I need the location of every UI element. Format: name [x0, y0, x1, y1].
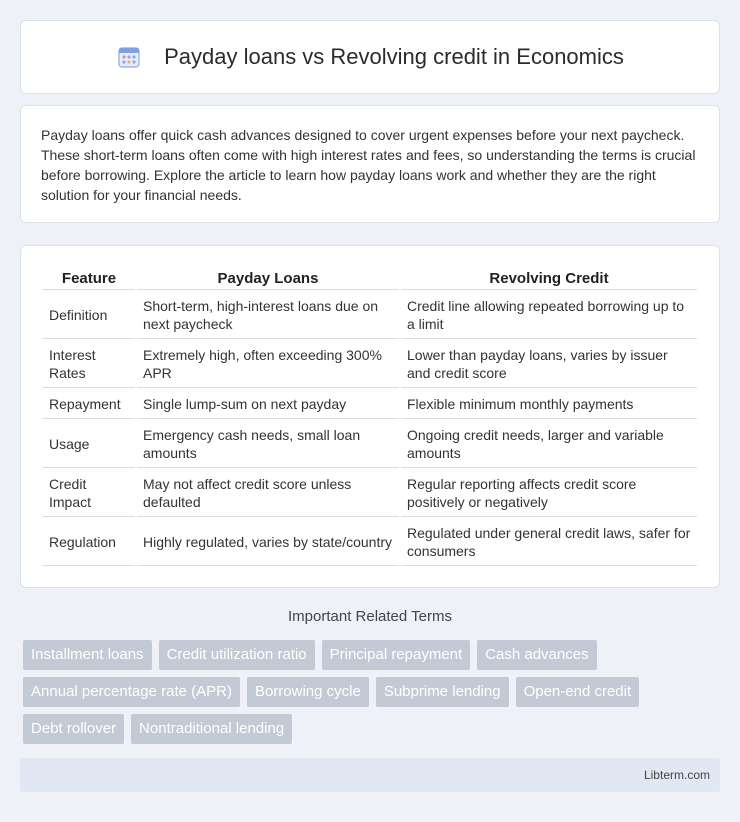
column-header-revolving-credit: Revolving Credit [401, 266, 697, 290]
revolving-cell: Regular reporting affects credit score positively or negatively [401, 470, 697, 517]
payday-cell: Highly regulated, varies by state/country [137, 519, 399, 566]
header-card [20, 20, 720, 94]
revolving-cell: Regulated under general credit laws, safer for consumers [401, 519, 697, 566]
feature-cell: Interest Rates [43, 341, 135, 388]
tag-credit-utilization-ratio[interactable]: Credit utilization ratio [159, 640, 315, 670]
revolving-cell: Lower than payday loans, varies by issuer and credit score [401, 341, 697, 388]
tag-cash-advances[interactable]: Cash advances [477, 640, 596, 670]
related-terms-tags [23, 640, 713, 744]
table-row [43, 341, 697, 388]
tag-open-end-credit[interactable]: Open-end credit [516, 677, 640, 707]
tag-annual-percentage-rate[interactable]: Annual percentage rate (APR) [23, 677, 240, 707]
footer [20, 758, 720, 792]
tag-installment-loans[interactable]: Installment loans [23, 640, 152, 670]
revolving-cell: Flexible minimum monthly payments [401, 390, 697, 419]
table-row [43, 390, 697, 419]
payday-cell: Single lump-sum on next payday [137, 390, 399, 419]
revolving-cell: Ongoing credit needs, larger and variable amounts [401, 421, 697, 468]
calendar-grid-icon [116, 44, 142, 70]
tag-nontraditional-lending[interactable]: Nontraditional lending [131, 714, 292, 744]
tag-borrowing-cycle[interactable]: Borrowing cycle [247, 677, 369, 707]
page-title: Payday loans vs Revolving credit in Economics [164, 44, 624, 69]
table-row [43, 292, 697, 339]
comparison-table [41, 264, 699, 568]
column-header-feature: Feature [43, 266, 135, 290]
intro-card [20, 105, 720, 223]
payday-cell: May not affect credit score unless defaulted [137, 470, 399, 517]
table-row [43, 470, 697, 517]
column-header-payday-loans: Payday Loans [137, 266, 399, 290]
feature-cell: Repayment [43, 390, 135, 419]
payday-cell: Extremely high, often exceeding 300% APR [137, 341, 399, 388]
tag-subprime-lending[interactable]: Subprime lending [376, 677, 509, 707]
comparison-table-card [20, 245, 720, 588]
table-header-row [43, 266, 697, 290]
payday-cell: Short-term, high-interest loans due on next paycheck [137, 292, 399, 339]
feature-cell: Usage [43, 421, 135, 468]
footer-site-link[interactable]: Libterm.com [643, 768, 710, 782]
related-terms-heading: Important Related Terms [288, 608, 452, 625]
feature-cell: Definition [43, 292, 135, 339]
payday-cell: Emergency cash needs, small loan amounts [137, 421, 399, 468]
tag-debt-rollover[interactable]: Debt rollover [23, 714, 124, 744]
revolving-cell: Credit line allowing repeated borrowing up to a limit [401, 292, 697, 339]
intro-text: Payday loans offer quick cash advances designed to cover urgent expenses before your next paycheck. These short-term loans often come with high interest rates and fees, so understanding the terms is crucial before borrowing. Explore the article to learn how payday loans work and whether they are the right solution for your financial needs. [41, 127, 696, 203]
table-row [43, 519, 697, 566]
table-row [43, 421, 697, 468]
feature-cell: Regulation [43, 519, 135, 566]
feature-cell: Credit Impact [43, 470, 135, 517]
tag-principal-repayment[interactable]: Principal repayment [322, 640, 471, 670]
